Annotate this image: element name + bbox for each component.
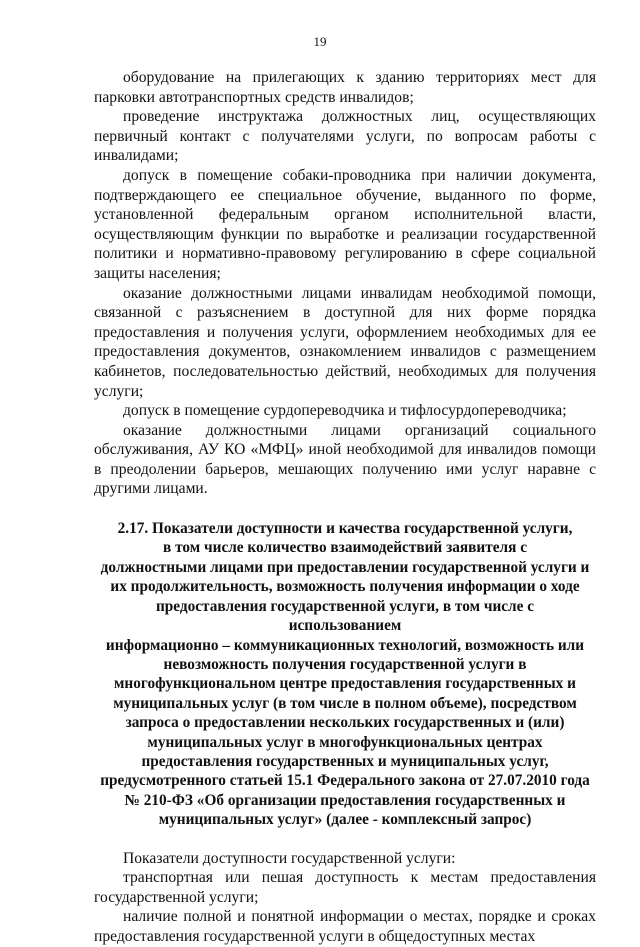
heading-line: предоставления государственных и муниципальных услуг, [141, 752, 549, 770]
heading-line: информационно – коммуникационных технологий, возможность или [105, 636, 585, 654]
paragraph-information-availability: наличие полной и понятной информации о местах, порядке и сроках предоставления государственной услуги в общедоступных местах [94, 908, 596, 945]
heading-line: 2.17. Показатели доступности и качества государственной услуги, [117, 520, 573, 538]
paragraph-accessibility-indicators: Показатели доступности государственной услуги: [123, 849, 456, 867]
paragraph-staff-assistance: оказание должностными лицами инвалидам необходимой помощи, связанной с разъяснением в доступной для них форме порядка предоставления и получения услуги, оформлением необходимых для ее предоставления документов, ознакомлением инвалидов с размещением кабинетов, последовательностью действий, необходимых для получения услуги; [94, 284, 596, 400]
paragraph-parking: оборудование на прилегающих к зданию территориях мест для парковки автотранспортных средств инвалидов; [94, 69, 596, 106]
heading-line: муниципальных услуг в многофункциональных центрах [147, 733, 543, 751]
page-content [94, 68, 596, 947]
paragraph-guide-dog: допуск в помещение собаки-проводника при наличии документа, подтверждающего ее специальное обучение, выданного по форме, установленной федеральным органом исполнительной власти, осуществляющим функции по выработке и реализации государственной политики и нормативно-правовому регулированию в сфере социальной защиты населения; [94, 166, 596, 282]
paragraph-sign-interpreter: допуск в помещение сурдопереводчика и тифлосурдопереводчика; [123, 402, 567, 420]
heading-line: предоставления государственной услуги, в том числе с использованием [155, 597, 535, 635]
heading-line: в том числе количество взаимодействий заявителя с [163, 539, 527, 557]
heading-line: муниципальных услуг» (далее - комплексный запрос) [158, 811, 532, 829]
heading-line: муниципальных услуг (в том числе в полном объеме), посредством [113, 694, 577, 712]
paragraph-social-organizations: оказание должностными лицами организаций социального обслуживания, АУ КО «МФЦ» иной необходимой для инвалидов помощи в преодолении барьеров, мешающих получению ими услуг наравне с другими лицами. [94, 421, 596, 498]
heading-line: невозможность получения государственной услуги в [163, 655, 527, 673]
heading-line: № 210-ФЗ «Об организации предоставления государственных и [124, 791, 566, 809]
heading-line: многофункциональном центре предоставления государственных и [114, 675, 576, 693]
paragraph-transport-access: транспортная или пешая доступность к местам предоставления государственной услуги; [94, 869, 596, 906]
heading-line: запроса о предоставлении нескольких государственных и (или) [125, 714, 565, 732]
heading-line: предусмотренного статьей 15.1 Федерального закона от 27.07.2010 года [100, 772, 590, 790]
heading-line: их продолжительность, возможность получения информации о ходе [110, 578, 580, 596]
section-heading-2-17 [94, 519, 596, 830]
heading-line: должностными лицами при предоставлении государственной услуги и [100, 558, 590, 576]
page-number: 19 [313, 34, 327, 49]
paragraph-staff-briefing: проведение инструктажа должностных лиц, осуществляющих первичный контакт с получателями услуги, по вопросам работы с инвалидами; [94, 108, 596, 165]
